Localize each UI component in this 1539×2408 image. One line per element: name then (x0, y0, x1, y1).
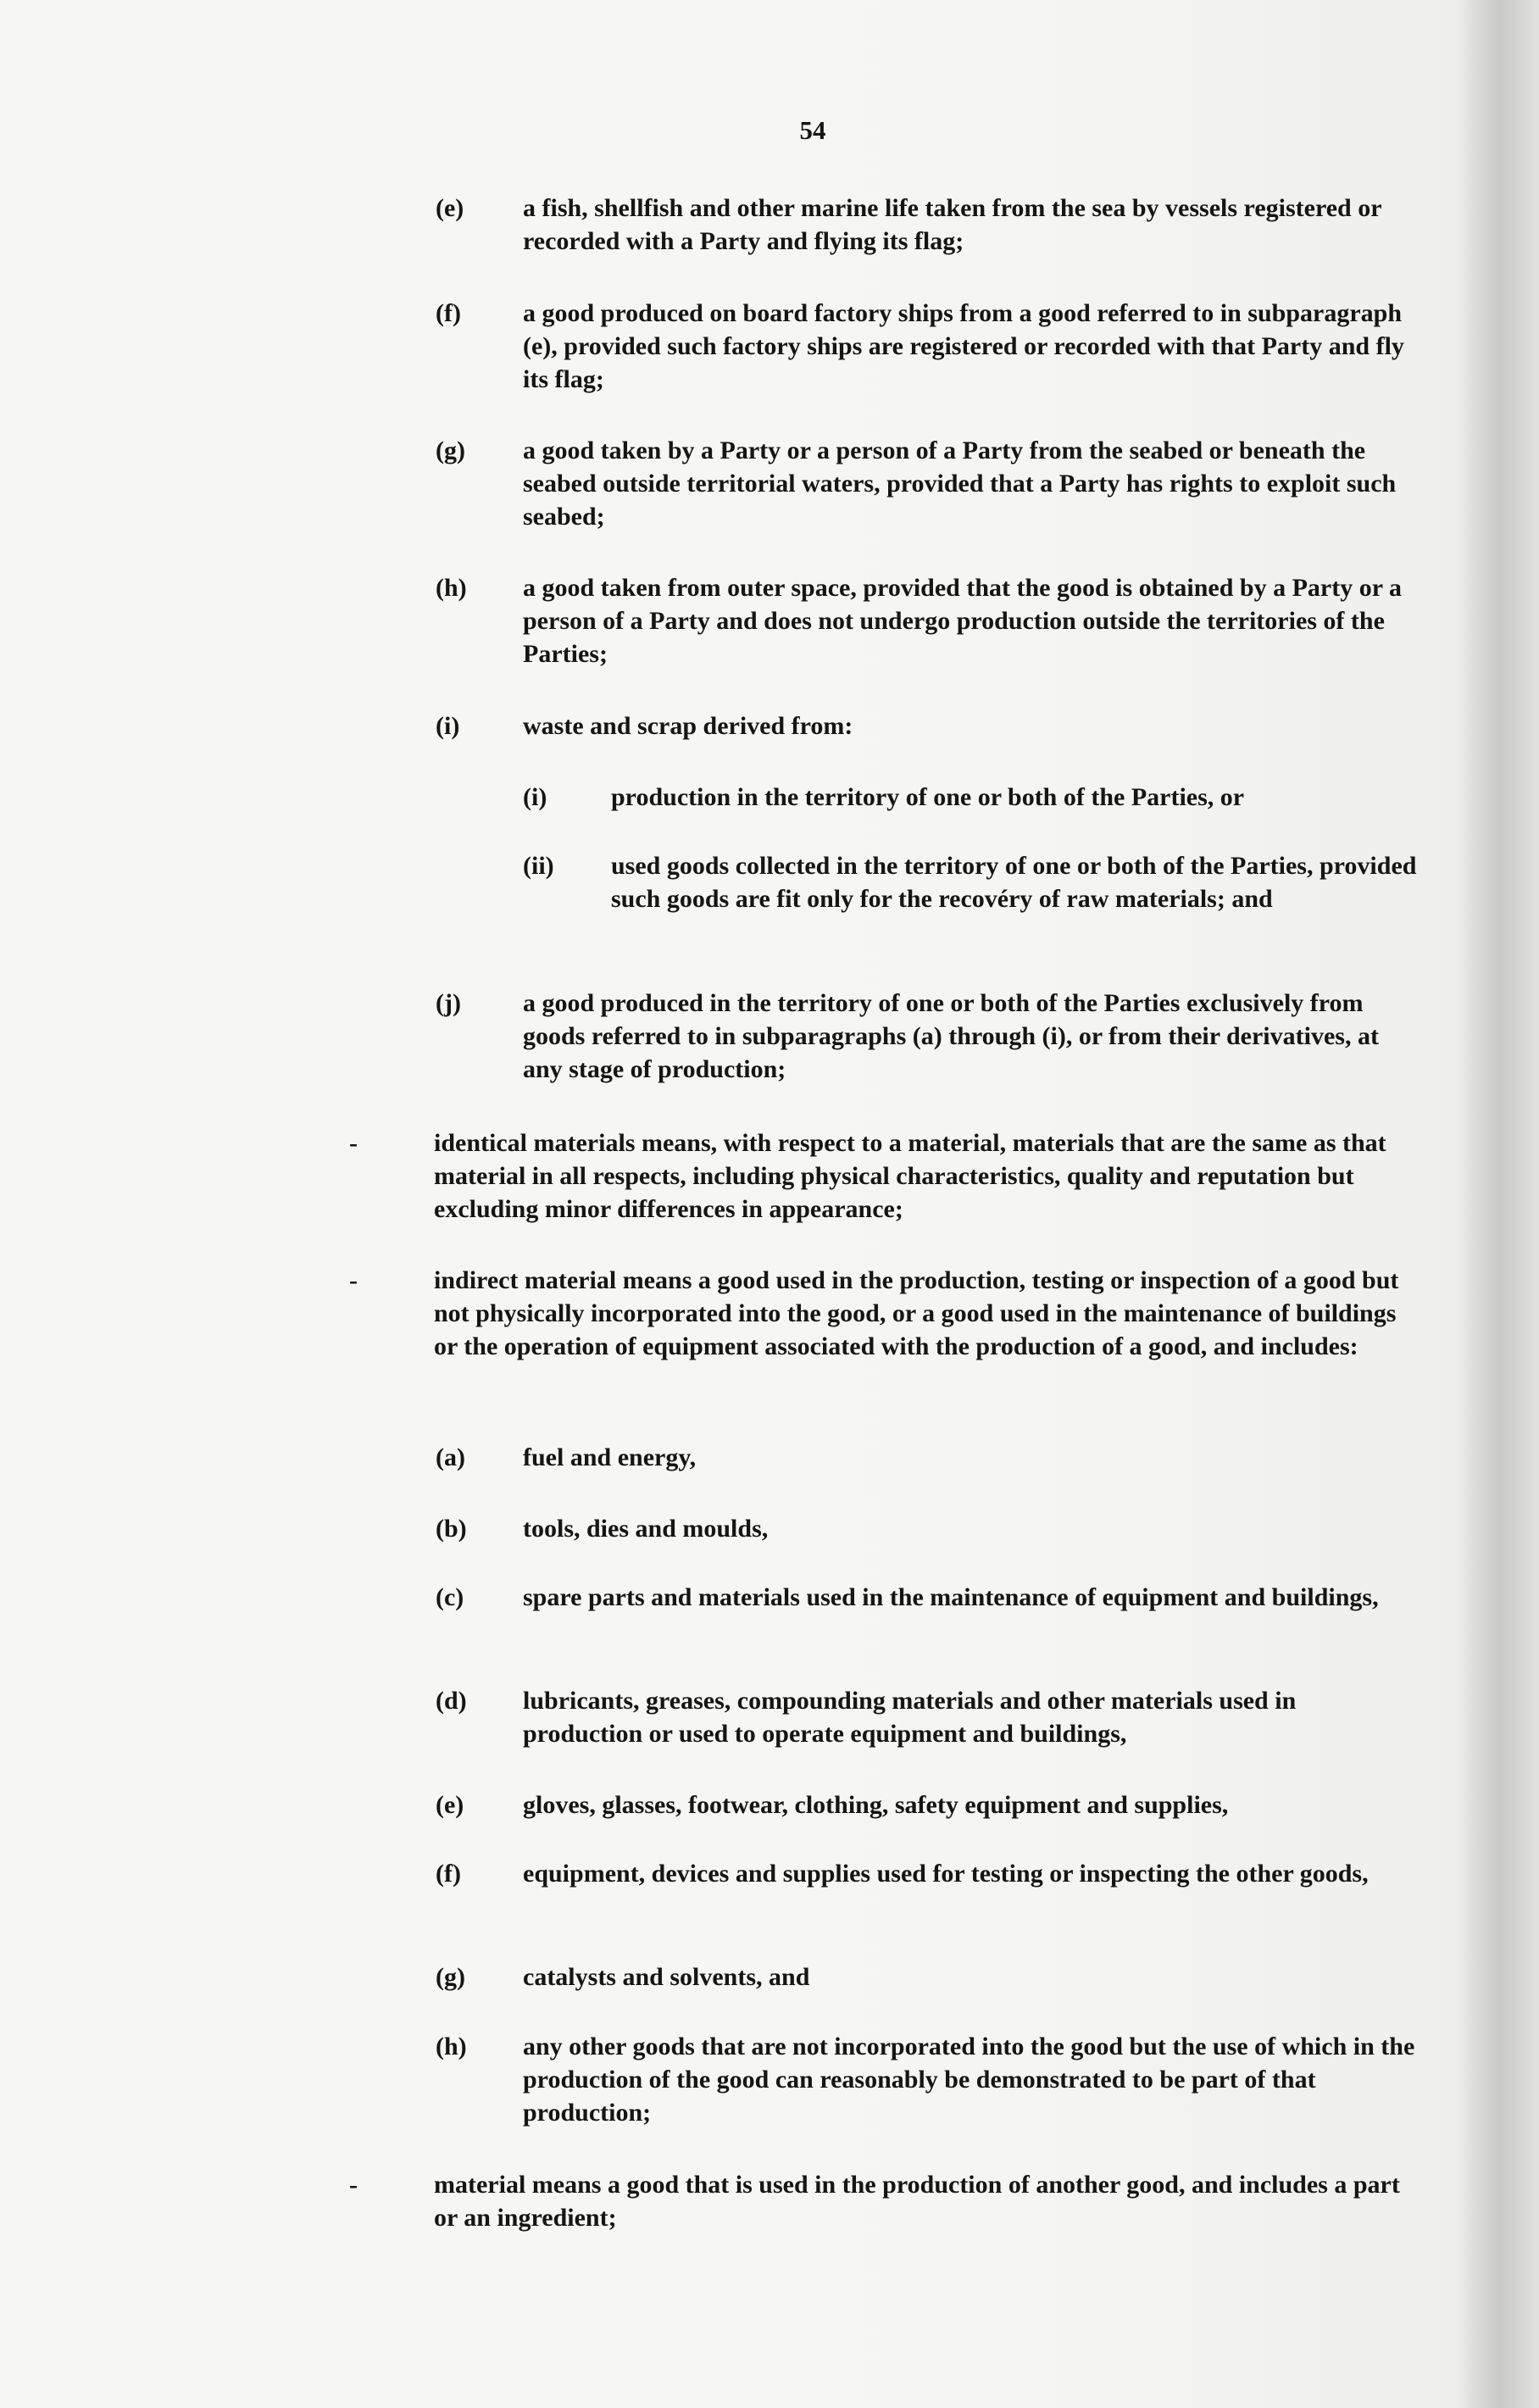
dash: - (349, 1266, 358, 1294)
dash: - (349, 1129, 358, 1157)
defined-term: identical materials (434, 1129, 636, 1157)
item-label: (f) (436, 299, 461, 327)
item-text: spare parts and materials used in the maintenance of equipment and buildings, (523, 1583, 1379, 1611)
definition-body: means a good used in the production, testing or inspection of a good but not physically incorporated into the good, or a good used in the maintenance of buildings or the operation of equipment associated with the production of a good, and includes: (434, 1266, 1399, 1360)
item-label: (j) (436, 989, 461, 1017)
item-text: a good produced in the territory of one or both of the Parties exclusively from goods referred to in subparagraphs (a) through (i), or from their derivatives, at any stage of production; (523, 989, 1379, 1083)
item-label: (g) (436, 437, 465, 464)
item-text: a fish, shellfish and other marine life taken from the sea by vessels registered or recorded with a Party and flying its flag; (523, 194, 1381, 255)
item-label: (i) (436, 712, 460, 740)
defined-term: material (434, 2171, 526, 2199)
definition-body: means a good that is used in the production of another good, and includes a part or an ingredient; (434, 2171, 1400, 2232)
definition-body: means, with respect to a material, materials that are the same as that material in all respects, including physical characteristics, quality and reputation but excluding minor differences in appearance; (434, 1129, 1386, 1223)
item-label: (a) (436, 1443, 465, 1471)
page-shadow (1458, 0, 1479, 2408)
item-text: a good produced on board factory ships from a good referred to in subparagraph (e), provided such factory ships are registered or recorded with that Party and fly its flag; (523, 299, 1404, 393)
item-text: production in the territory of one or both of the Parties, or (611, 783, 1245, 811)
item-text: used goods collected in the territory of one or both of the Parties, provided such goods are fit only for the recovéry of raw materials; and (611, 852, 1417, 913)
item-text: waste and scrap derived from: (523, 712, 853, 740)
item-text: any other goods that are not incorporated into the good but the use of which in the production of the good can reasonably be demonstrated to be part of that production; (523, 2033, 1415, 2127)
dash: - (349, 2171, 358, 2199)
item-text: lubricants, greases, compounding materials and other materials used in production or used to operate equipment and buildings, (523, 1687, 1297, 1748)
definition-text (434, 1264, 1424, 1363)
item-text: gloves, glasses, footwear, clothing, safety equipment and supplies, (523, 1791, 1229, 1819)
defined-term: indirect material (434, 1266, 617, 1294)
item-text: a good taken by a Party or a person of a Party from the seabed or beneath the seabed outside territorial waters, provided that a Party has rights to exploit such seabed; (523, 437, 1397, 531)
item-text: tools, dies and moulds, (523, 1515, 769, 1543)
item-label: (e) (436, 1791, 464, 1819)
item-label: (c) (436, 1583, 464, 1611)
item-label: (i) (523, 783, 547, 811)
item-label: (d) (436, 1687, 467, 1715)
item-label: (b) (436, 1515, 467, 1543)
definition-text (434, 2168, 1424, 2234)
page-number: 54 (799, 115, 826, 145)
item-text: a good taken from outer space, provided that the good is obtained by a Party or a person of a Party and does not undergo production outside the territories of the Parties; (523, 574, 1402, 668)
page-edge (1479, 0, 1539, 2408)
item-label: (ii) (523, 852, 554, 880)
item-label: (h) (436, 2033, 467, 2060)
item-label: (h) (436, 574, 467, 602)
item-text: fuel and energy, (523, 1443, 697, 1471)
item-label: (e) (436, 194, 464, 222)
item-text: equipment, devices and supplies used for testing or inspecting the other goods, (523, 1860, 1369, 1888)
definition-text (434, 1126, 1424, 1226)
item-text: catalysts and solvents, and (523, 1963, 810, 1991)
item-label: (g) (436, 1963, 465, 1991)
item-label: (f) (436, 1860, 461, 1888)
